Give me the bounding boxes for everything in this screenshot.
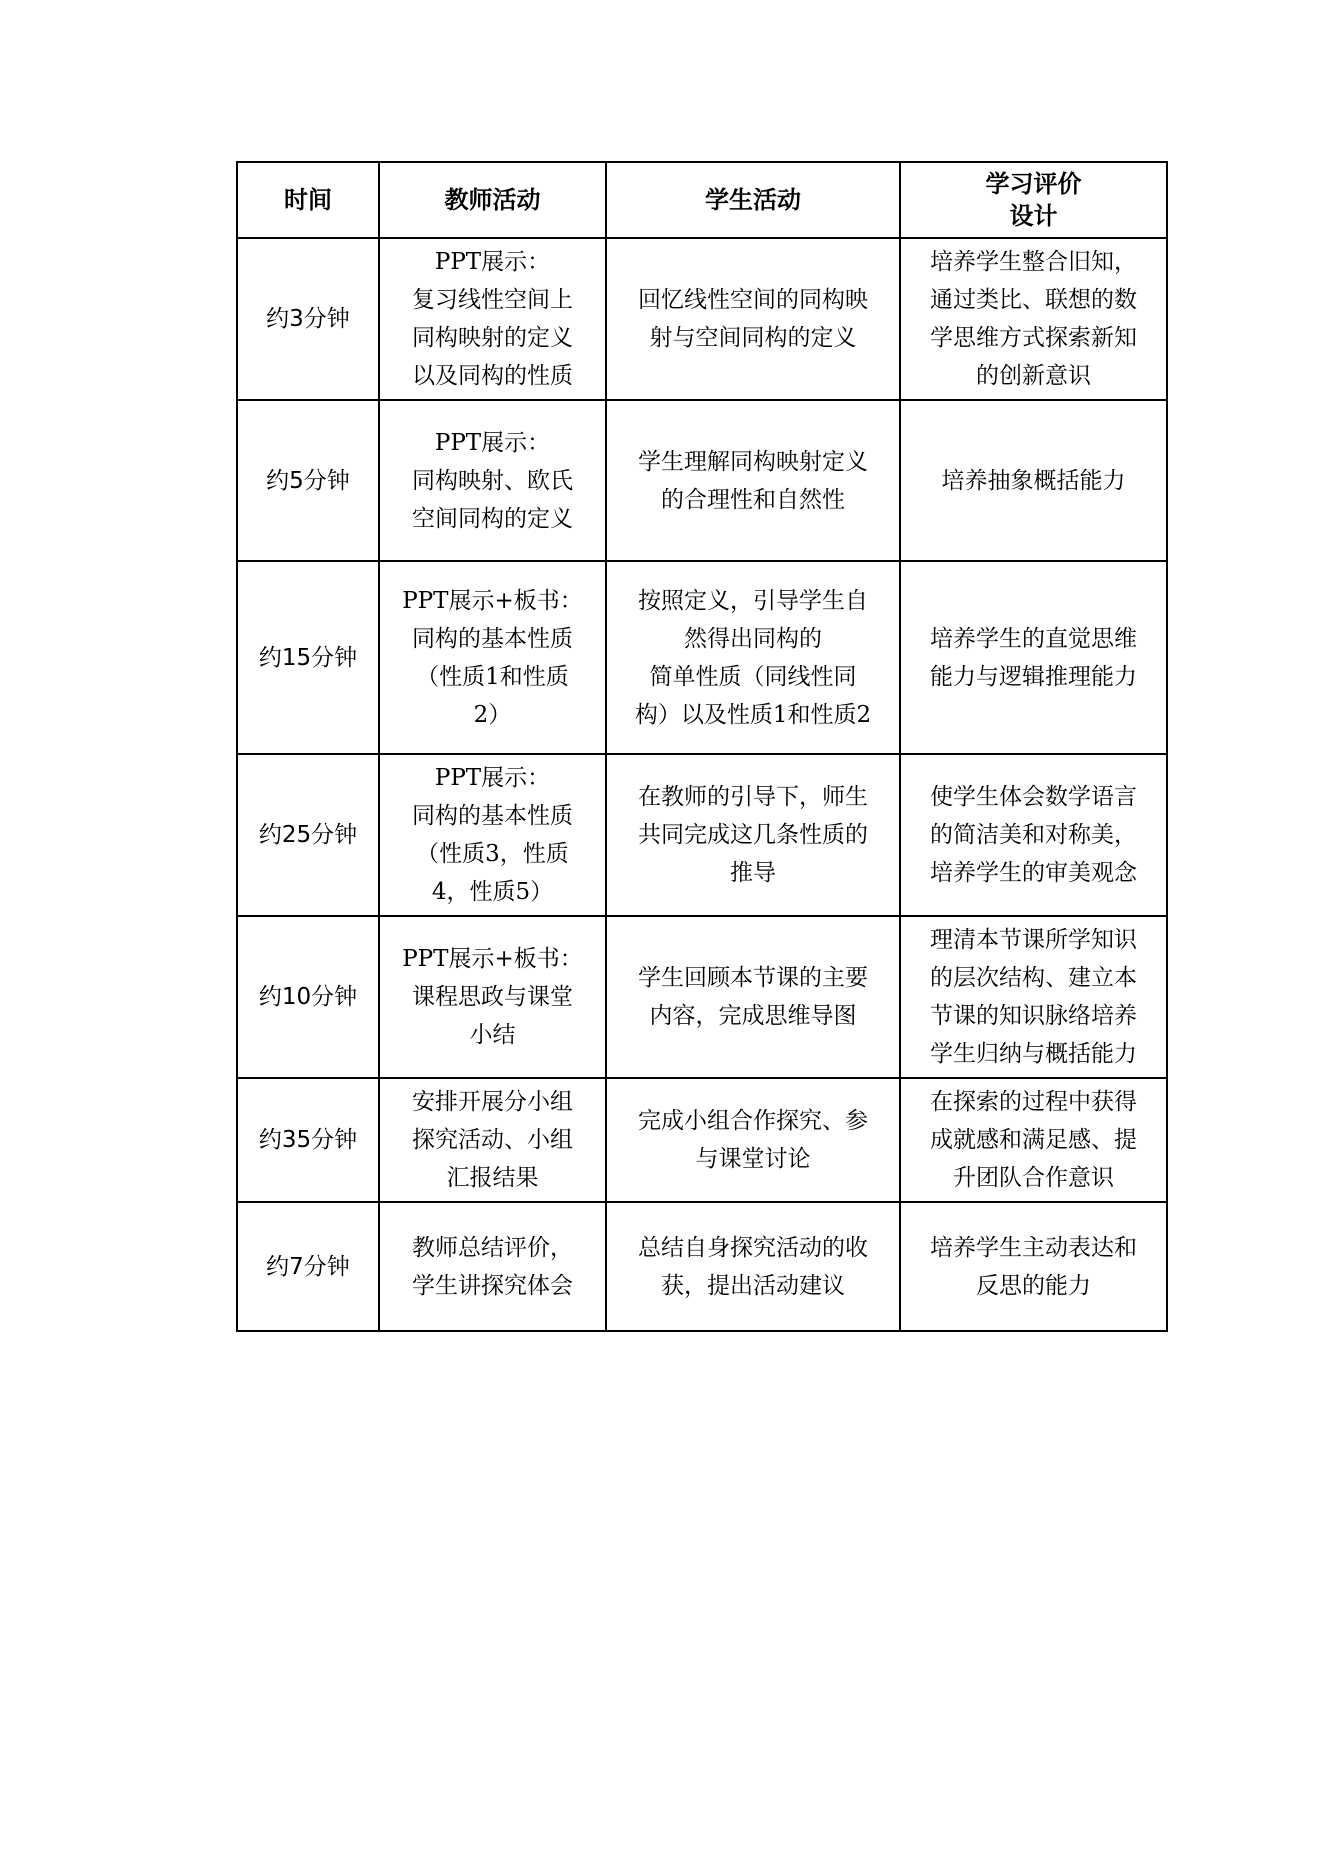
teacher-activity-cell: PPT展示： 复习线性空间上 同构映射的定义 以及同构的性质 xyxy=(379,238,606,400)
evaluation-cell: 理清本节课所学知识 的层次结构、建立本 节课的知识脉络培养 学生归纳与概括能力 xyxy=(900,916,1167,1078)
teacher-activity-cell: PPT展示： 同构映射、欧氏 空间同构的定义 xyxy=(379,400,606,561)
header-learning-evaluation: 学习评价 设计 xyxy=(900,162,1167,238)
time-cell: 约7分钟 xyxy=(237,1202,379,1331)
teacher-activity-cell: 安排开展分小组 探究活动、小组 汇报结果 xyxy=(379,1078,606,1202)
student-activity-cell: 学生理解同构映射定义 的合理性和自然性 xyxy=(606,400,900,561)
evaluation-cell: 使学生体会数学语言 的简洁美和对称美， 培养学生的审美观念 xyxy=(900,754,1167,916)
table-row xyxy=(237,1078,1167,1202)
header-teacher-activity: 教师活动 xyxy=(379,162,606,238)
table-header xyxy=(237,162,1167,238)
lesson-plan-table xyxy=(236,161,1168,1332)
table-row xyxy=(237,754,1167,916)
evaluation-cell: 培养抽象概括能力 xyxy=(900,400,1167,561)
header-row xyxy=(237,162,1167,238)
teacher-activity-cell: PPT展示+板书： 同构的基本性质 （性质1和性质 2） xyxy=(379,561,606,754)
table-row xyxy=(237,561,1167,754)
student-activity-cell: 回忆线性空间的同构映 射与空间同构的定义 xyxy=(606,238,900,400)
time-cell: 约3分钟 xyxy=(237,238,379,400)
evaluation-cell: 在探索的过程中获得 成就感和满足感、提 升团队合作意识 xyxy=(900,1078,1167,1202)
table-body xyxy=(237,238,1167,1331)
table-row xyxy=(237,400,1167,561)
table-row xyxy=(237,1202,1167,1331)
header-time: 时间 xyxy=(237,162,379,238)
header-student-activity: 学生活动 xyxy=(606,162,900,238)
teacher-activity-cell: 教师总结评价， 学生讲探究体会 xyxy=(379,1202,606,1331)
time-cell: 约35分钟 xyxy=(237,1078,379,1202)
teacher-activity-cell: PPT展示： 同构的基本性质 （性质3，性质 4，性质5） xyxy=(379,754,606,916)
evaluation-cell: 培养学生的直觉思维 能力与逻辑推理能力 xyxy=(900,561,1167,754)
evaluation-cell: 培养学生整合旧知， 通过类比、联想的数 学思维方式探索新知 的创新意识 xyxy=(900,238,1167,400)
student-activity-cell: 完成小组合作探究、参 与课堂讨论 xyxy=(606,1078,900,1202)
evaluation-cell: 培养学生主动表达和 反思的能力 xyxy=(900,1202,1167,1331)
table-row xyxy=(237,916,1167,1078)
time-cell: 约25分钟 xyxy=(237,754,379,916)
table-row xyxy=(237,238,1167,400)
teacher-activity-cell: PPT展示+板书： 课程思政与课堂 小结 xyxy=(379,916,606,1078)
time-cell: 约15分钟 xyxy=(237,561,379,754)
student-activity-cell: 按照定义，引导学生自 然得出同构的 简单性质（同线性同 构）以及性质1和性质2 xyxy=(606,561,900,754)
student-activity-cell: 在教师的引导下，师生 共同完成这几条性质的 推导 xyxy=(606,754,900,916)
student-activity-cell: 总结自身探究活动的收 获，提出活动建议 xyxy=(606,1202,900,1331)
student-activity-cell: 学生回顾本节课的主要 内容，完成思维导图 xyxy=(606,916,900,1078)
time-cell: 约5分钟 xyxy=(237,400,379,561)
time-cell: 约10分钟 xyxy=(237,916,379,1078)
